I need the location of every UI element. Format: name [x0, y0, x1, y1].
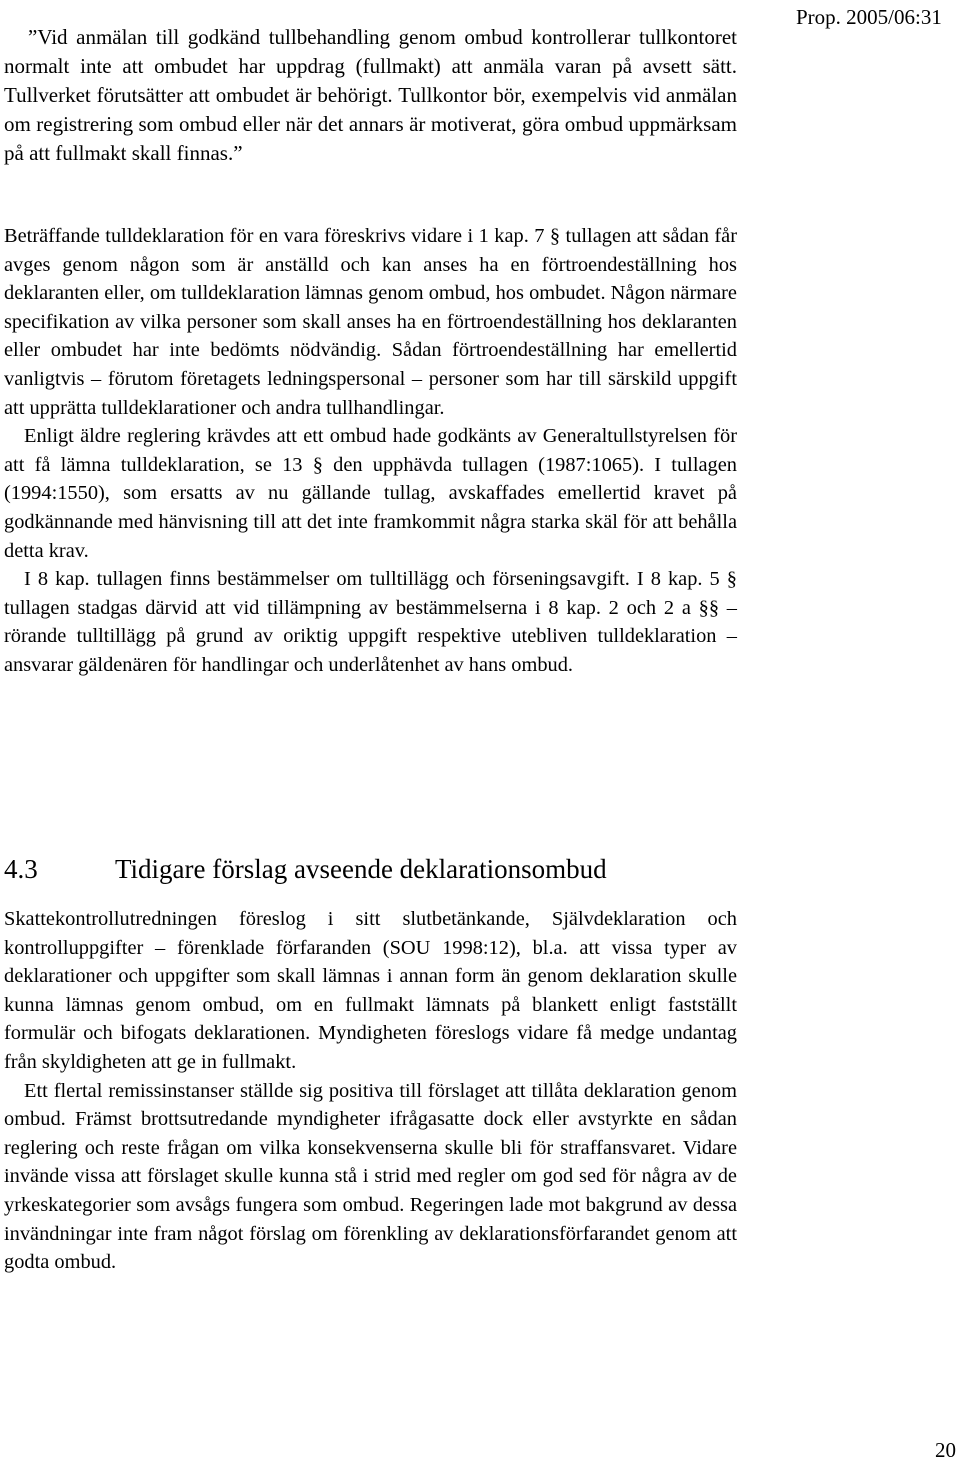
paragraph: I 8 kap. tullagen finns bestämmelser om tulltillägg och förseningsavgift. I 8 kap. 5 § tullagen stadgas därvid att vid tillämpning av bestämmelserna i 8 kap. 2 och 2 a §§ – rörande tulltillägg på grund av oriktig uppgift respektive utebliven tulldeklaration – ansvarar gäldenären för handlingar och underlåtenhet av hans ombud.	[4, 568, 737, 676]
page-number: 20	[935, 1438, 956, 1462]
quote-paragraph: ”Vid anmälan till godkänd tullbehandling genom ombud kontrollerar tullkontoret normalt inte att ombudet har uppdrag (fullmakt) att anmäla varan på avsett sätt. Tullverket förutsätter att ombudet är behörigt. Tullkontor bör, exempelvis vid anmälan om registrering som ombud eller när det annars är motiverat, göra ombud uppmärksam på att fullmakt skall finnas.”	[4, 25, 737, 165]
paragraph: Skattekontrollutredningen föreslog i sitt slutbetänkande, Självdeklaration och kontrolluppgifter – förenklade förfaranden (SOU 1998:12), bl.a. att vissa typer av deklarationer och uppgifter som skall lämnas i annan form än genom deklaration skulle kunna lämnas genom ombud, om en fullmakt lämnats på blankett enligt fastställt formulär och bifogats deklarationen. Myndigheten föreslogs vidare få medge undantag från skyldigheten att ge in fullmakt.	[4, 908, 737, 1073]
proposition-reference: Prop. 2005/06:31	[796, 5, 942, 29]
section-title: Tidigare förslag avseende deklarationsombud	[115, 854, 607, 884]
paragraph: Ett flertal remissinstanser ställde sig positiva till förslaget att tillåta deklaration genom ombud. Främst brottsutredande myndigheter ifrågasatte dock eller avstyrkte en sådan reglering och reste frågan om vilka konsekvenserna skulle bli för straffansvaret. Vidare invände vissa att förslaget skulle kunna stå i strid med regler om god sed för några av de yrkeskategorier som avsågs fungera som ombud. Regeringen lade mot bakgrund av dessa invändningar inte fram något förslag om förenkling av deklarationsförfarandet genom att godta ombud.	[4, 1079, 737, 1274]
paragraph: Enligt äldre reglering krävdes att ett ombud hade godkänts av Generaltullstyrelsen för att få lämna tulldeklaration, se 13 § den upphävda tullagen (1987:1065). I tullagen (1994:1550), som ersatts av nu gällande tullag, avskaffades emellertid kravet på godkännande med hänvisning till att det inte framkommit några starka skäl för att behålla detta krav.	[4, 425, 737, 562]
section-body-ombud-rules	[4, 222, 737, 680]
section-body-previous-proposals	[4, 905, 737, 1277]
section-heading	[4, 851, 737, 887]
paragraph: Beträffande tulldeklaration för en vara föreskrivs vidare i 1 kap. 7 § tullagen att sådan får avges genom någon som är anställd och kan anses ha en förtroendeställning hos deklaranten eller, om tulldeklaration lämnas genom ombud, hos ombudet. Någon närmare specifikation av vilka personer som skall anses ha en förtroendeställning hos deklaranten eller ombudet har inte bedömts nödvändig. Sådan förtroendeställning har emellertid vanligtvis – förutom företagets ledningspersonal – personer som har till särskild uppgift att upprätta tulldeklarationer och andra tullhandlingar.	[4, 225, 737, 419]
quoted-guidance	[4, 23, 737, 168]
section-number: 4.3	[4, 854, 38, 884]
